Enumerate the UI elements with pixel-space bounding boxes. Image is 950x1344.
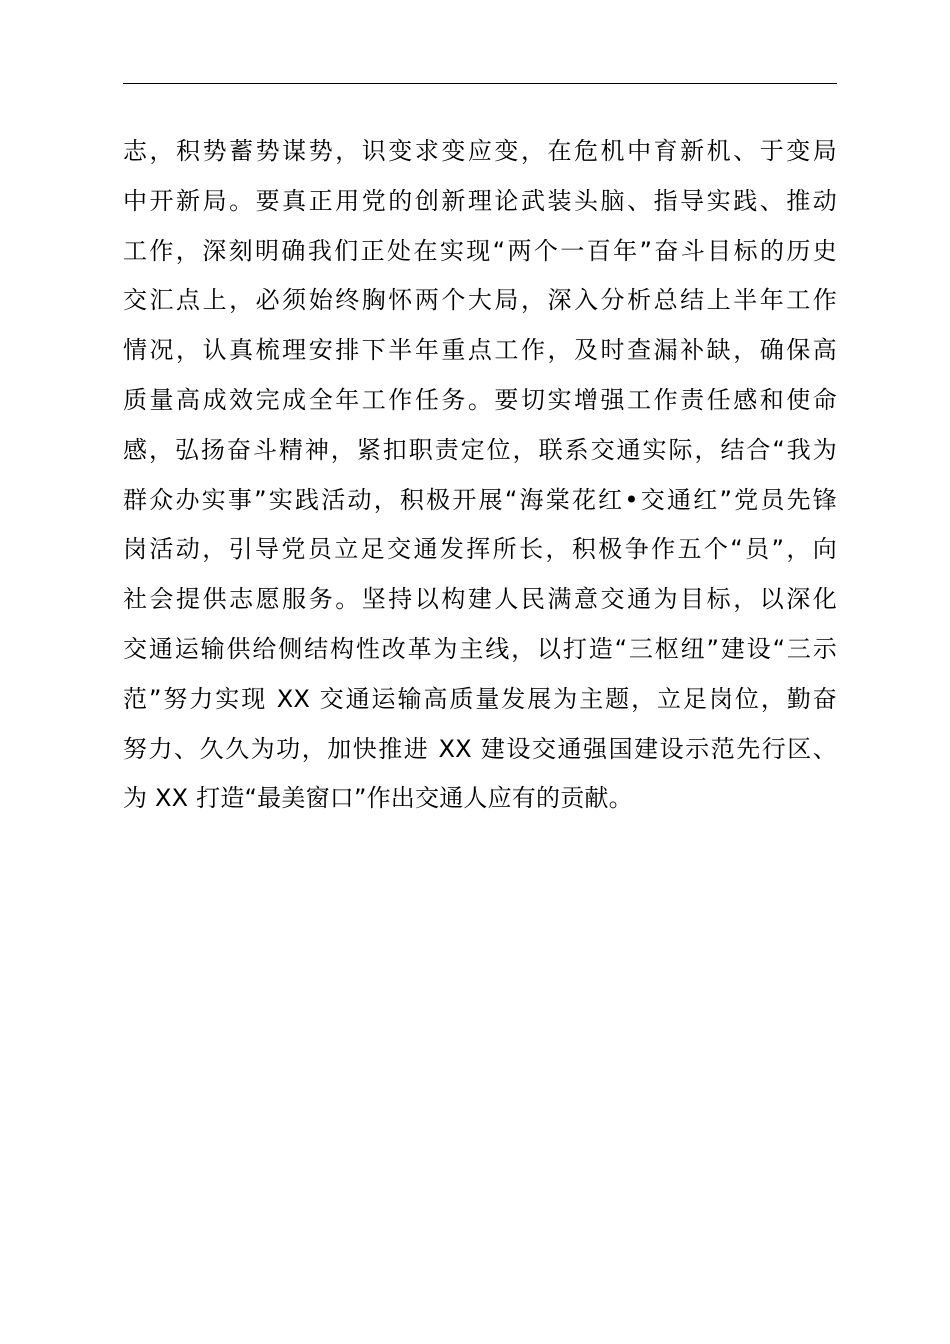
text-line: 情况，认真梳理安排下半年重点工作，及时查漏补缺，确保高 xyxy=(123,336,837,365)
text-line: 岗活动，引导党员立足交通发挥所长，积极争作五个“员”，向 xyxy=(123,535,837,564)
text-line: 志，积势蓄势谋势，识变求变应变，在危机中育新机、于变局 xyxy=(123,137,837,165)
text-line: 范”努力实现 XX 交通运输高质量发展为主题，立足岗位，勤奋 xyxy=(123,684,837,713)
text-line: 质量高成效完成全年工作任务。要切实增强工作责任感和使命 xyxy=(123,385,837,414)
text-line: 中开新局。要真正用党的创新理论武装头脑、指导实践、推动 xyxy=(123,186,837,215)
text-line: 交汇点上，必须始终胸怀两个大局，深入分析总结上半年工作 xyxy=(123,286,837,315)
text-line: 感，弘扬奋斗精神，紧扣职责定位，联系交通实际，结合“我为 xyxy=(123,435,837,464)
text-line: 交通运输供给侧结构性改革为主线，以打造“三枢纽”建设“三示 xyxy=(123,634,837,663)
body-paragraph xyxy=(123,127,837,824)
header-rule xyxy=(123,83,837,84)
text-line: 努力、久久为功，加快推进 XX 建设交通强国建设示范先行区、 xyxy=(123,734,837,763)
text-line: 群众办实事”实践活动，积极开展“海棠花红•交通红”党员先锋 xyxy=(123,485,837,514)
text-line-last: 为 XX 打造“最美窗口”作出交通人应有的贡献。 xyxy=(123,784,633,813)
text-line: 工作，深刻明确我们正处在实现“两个一百年”奋斗目标的历史 xyxy=(123,236,837,265)
text-line: 社会提供志愿服务。坚持以构建人民满意交通为目标，以深化 xyxy=(123,585,837,614)
